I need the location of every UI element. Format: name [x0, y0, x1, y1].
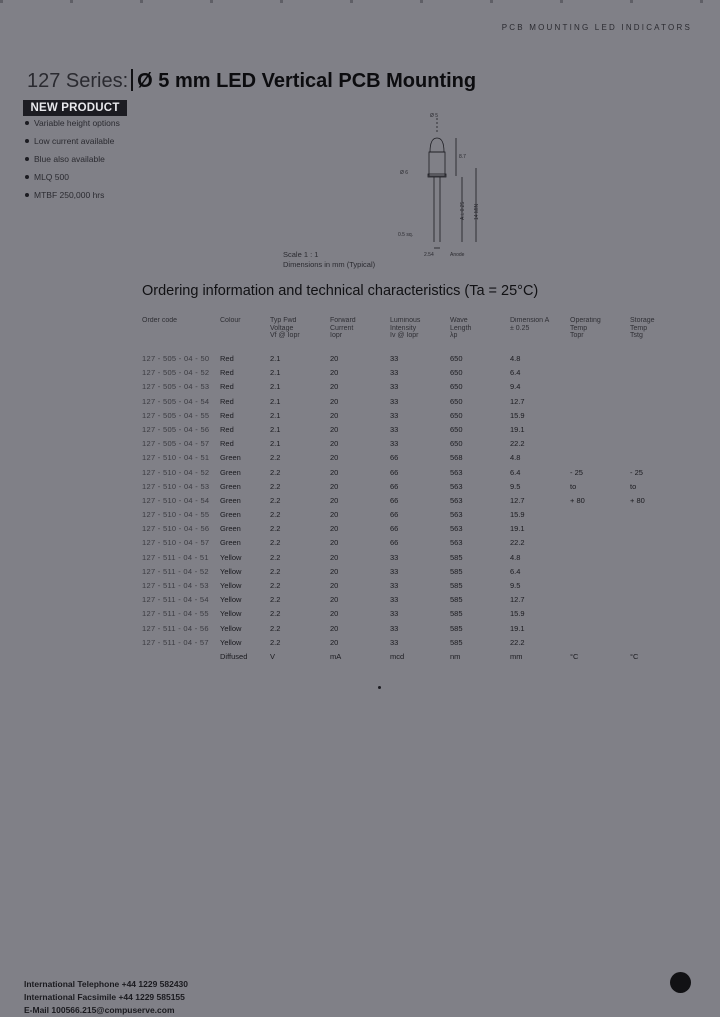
cell-tstg	[630, 382, 672, 396]
cell-topr	[570, 425, 630, 439]
cell-topr	[570, 581, 630, 595]
logo-mark	[670, 972, 691, 993]
feature-item: Blue also available	[24, 154, 154, 165]
cell-code: 127 - 510 - 04 - 54	[142, 495, 210, 505]
cell-iv: 33	[390, 552, 399, 562]
unit-colour: Diffused	[220, 651, 248, 661]
cell-if: 20	[330, 453, 339, 463]
cell-code: 127 - 511 - 04 - 52	[142, 566, 209, 576]
cell-topr	[570, 397, 630, 411]
cell-wl: 563	[450, 510, 463, 520]
cell-if: 20	[330, 481, 339, 491]
cell-tstg	[630, 638, 672, 652]
cell-dim: 4.8	[510, 552, 521, 562]
cell-code: 127 - 505 - 04 - 53	[142, 382, 210, 392]
cell-iv: 33	[390, 637, 399, 647]
cell-code: 127 - 505 - 04 - 50	[142, 354, 210, 363]
cell-wl: 563	[450, 524, 463, 534]
cell-code: 127 - 511 - 04 - 54	[142, 595, 209, 605]
cell-vf: 2.2	[270, 595, 281, 605]
column-header-line: Colour	[220, 317, 241, 324]
cell-if: 20	[330, 623, 339, 633]
cell-code: 127 - 510 - 04 - 57	[142, 538, 210, 548]
cell-tstg	[630, 453, 672, 467]
table-row	[142, 453, 672, 467]
table-row	[142, 510, 672, 524]
table-row	[142, 397, 672, 411]
dimensions-note: Dimensions in mm (Typical)	[283, 260, 376, 269]
table-row	[142, 624, 672, 638]
cell-if: 20	[330, 467, 339, 477]
column-header-line: Typ Fwd	[270, 317, 297, 324]
cell-vf: 2.2	[270, 481, 281, 491]
cell-colour: Yellow	[220, 566, 242, 576]
cell-tstg	[630, 609, 672, 623]
cell-colour: Red	[220, 368, 234, 378]
cell-code: 127 - 510 - 04 - 56	[142, 524, 210, 534]
cell-dim: 19.1	[510, 424, 525, 434]
cell-dim: 12.7	[510, 396, 525, 406]
table-row	[142, 496, 672, 510]
label-body: Ø 6	[400, 170, 409, 176]
cell-wl: 650	[450, 424, 463, 434]
feature-item: Low current available	[24, 136, 154, 147]
column-header-code	[142, 317, 220, 354]
table-row	[142, 439, 672, 453]
cell-tstg: + 80	[630, 495, 645, 505]
column-header-line: Tstg	[630, 332, 643, 339]
column-header-line: Voltage	[270, 324, 294, 332]
cell-topr: - 25	[570, 467, 583, 477]
table-row	[142, 538, 672, 552]
cell-vf: 2.1	[270, 396, 281, 406]
cell-iv: 66	[390, 510, 399, 520]
cell-topr	[570, 453, 630, 467]
cell-code: 127 - 511 - 04 - 53	[142, 581, 209, 590]
cell-vf: 2.2	[270, 552, 281, 562]
cell-dim: 4.8	[510, 354, 521, 363]
cell-colour: Yellow	[220, 595, 242, 605]
cell-colour: Red	[220, 354, 234, 363]
cell-tstg	[630, 439, 672, 453]
cell-iv: 33	[390, 439, 399, 449]
cell-tstg	[630, 581, 672, 595]
unit-vf: V	[270, 651, 276, 661]
cell-vf: 2.2	[270, 566, 281, 576]
cell-dim: 15.9	[510, 410, 525, 420]
label-min: 14 MIN	[474, 203, 480, 220]
feature-item: MTBF 250,000 hrs	[24, 190, 154, 201]
telephone-line: International Telephone +44 1229 582430	[24, 979, 189, 989]
cell-topr	[570, 439, 630, 453]
cell-wl: 568	[450, 453, 463, 463]
column-header-line: λp	[450, 332, 458, 339]
column-header-line: Length	[450, 324, 472, 332]
cell-vf: 2.2	[270, 637, 281, 647]
cell-topr	[570, 510, 630, 524]
cell-dim: 15.9	[510, 510, 525, 520]
cell-wl: 585	[450, 637, 463, 647]
cell-wl: 650	[450, 354, 463, 363]
cell-topr	[570, 354, 630, 368]
cell-tstg	[630, 567, 672, 581]
column-header-line: Current	[330, 324, 354, 332]
cell-wl: 650	[450, 410, 463, 420]
ordering-title: Ordering information and technical characteristics (Ta = 25°C)	[142, 283, 539, 299]
cell-colour: Red	[220, 439, 234, 449]
table-row	[142, 553, 672, 567]
label-anode: Anode	[450, 252, 465, 258]
contact-block	[24, 978, 188, 1017]
unit-code	[142, 652, 220, 666]
column-header-line: Order code	[142, 317, 178, 324]
table-row	[142, 567, 672, 581]
cell-vf: 2.2	[270, 538, 281, 548]
product-title: Ø 5 mm LED Vertical PCB Mounting	[137, 70, 477, 92]
cell-if: 20	[330, 566, 339, 576]
cell-wl: 650	[450, 396, 463, 406]
table-row	[142, 468, 672, 482]
cell-topr: to	[570, 481, 577, 491]
cell-colour: Red	[220, 424, 234, 434]
cell-topr	[570, 524, 630, 538]
cell-code: 127 - 511 - 04 - 57	[142, 637, 209, 647]
cell-colour: Yellow	[220, 552, 242, 562]
cell-topr	[570, 538, 630, 552]
cell-if: 20	[330, 524, 339, 534]
table-row	[142, 581, 672, 595]
cell-colour: Red	[220, 396, 234, 406]
cell-iv: 33	[390, 581, 399, 590]
unit-dim: mm	[510, 651, 523, 661]
cell-tstg	[630, 397, 672, 411]
cell-tstg	[630, 524, 672, 538]
cell-iv: 33	[390, 382, 399, 392]
column-header-vf	[270, 317, 330, 354]
cell-tstg	[630, 411, 672, 425]
feature-item: MLQ 500	[24, 172, 154, 183]
column-header-iv	[390, 317, 450, 354]
unit-if: mA	[330, 651, 342, 661]
column-header-line: Temp	[630, 324, 648, 332]
cell-dim: 15.9	[510, 609, 525, 619]
cell-topr	[570, 638, 630, 652]
cell-vf: 2.1	[270, 354, 281, 363]
cell-topr	[570, 595, 630, 609]
table-row	[142, 638, 672, 652]
table-row	[142, 382, 672, 396]
cell-topr	[570, 567, 630, 581]
led-dome	[430, 138, 444, 152]
cell-vf: 2.1	[270, 424, 281, 434]
cell-if: 20	[330, 410, 339, 420]
cell-dim: 12.7	[510, 595, 525, 605]
cell-tstg	[630, 595, 672, 609]
cell-topr	[570, 382, 630, 396]
cell-dim: 22.2	[510, 637, 525, 647]
cell-code: 127 - 511 - 04 - 55	[142, 609, 209, 619]
column-header-line: Luminous	[390, 317, 421, 324]
cell-wl: 585	[450, 581, 463, 590]
cell-code: 127 - 505 - 04 - 56	[142, 424, 210, 434]
cell-if: 20	[330, 595, 339, 605]
cell-iv: 66	[390, 495, 399, 505]
cell-if: 20	[330, 354, 339, 363]
page-title	[27, 68, 476, 94]
cell-topr	[570, 411, 630, 425]
cell-tstg: to	[630, 481, 637, 491]
cell-topr	[570, 624, 630, 638]
cell-colour: Green	[220, 467, 241, 477]
cell-wl: 585	[450, 609, 463, 619]
email-line: E-Mail 100566.215@compuserve.com	[24, 1005, 175, 1015]
cell-topr	[570, 609, 630, 623]
cell-iv: 33	[390, 609, 399, 619]
cell-colour: Green	[220, 510, 241, 520]
cell-code: 127 - 505 - 04 - 54	[142, 396, 210, 406]
unit-tstg: °C	[630, 651, 639, 661]
cell-dim: 22.2	[510, 439, 525, 449]
cell-dim: 22.2	[510, 538, 525, 548]
cell-tstg	[630, 538, 672, 552]
column-header-line: ± 0.25	[510, 324, 530, 332]
cell-code: 127 - 505 - 04 - 57	[142, 439, 210, 449]
cell-code: 127 - 511 - 04 - 56	[142, 623, 209, 633]
cell-wl: 585	[450, 623, 463, 633]
cell-topr: + 80	[570, 495, 585, 505]
cell-code: 127 - 510 - 04 - 51	[142, 453, 210, 463]
cell-dim: 6.4	[510, 467, 521, 477]
cell-colour: Red	[220, 410, 234, 420]
unit-wl: nm	[450, 651, 461, 661]
cell-wl: 563	[450, 538, 463, 548]
stray-dot	[378, 686, 381, 689]
cell-colour: Green	[220, 481, 241, 491]
cell-if: 20	[330, 609, 339, 619]
cell-colour: Green	[220, 453, 241, 463]
cell-if: 20	[330, 439, 339, 449]
cell-iv: 33	[390, 368, 399, 378]
column-header-line: Wave	[450, 317, 468, 324]
led-flange	[428, 174, 446, 177]
cell-iv: 66	[390, 453, 399, 463]
column-header-line: Storage	[630, 317, 655, 324]
label-leads: 0.5 sq.	[398, 232, 414, 238]
led-body	[429, 152, 445, 176]
cell-vf: 2.1	[270, 439, 281, 449]
column-header-dim	[510, 317, 570, 354]
cell-wl: 650	[450, 382, 463, 392]
cell-wl: 585	[450, 595, 463, 605]
column-header-wl	[450, 317, 510, 354]
cell-if: 20	[330, 495, 339, 505]
label-height: 8.7	[459, 154, 466, 160]
cell-if: 20	[330, 424, 339, 434]
cell-wl: 563	[450, 481, 463, 491]
table-row	[142, 482, 672, 496]
cell-if: 20	[330, 382, 339, 392]
cell-dim: 6.4	[510, 368, 521, 378]
cell-iv: 66	[390, 481, 399, 491]
top-rule	[0, 0, 720, 3]
column-header-topr	[570, 317, 630, 354]
cell-tstg	[630, 510, 672, 524]
column-header-line: Dimension A	[510, 317, 550, 324]
table-row	[142, 354, 672, 368]
cell-iv: 33	[390, 566, 399, 576]
cell-tstg	[630, 368, 672, 382]
cell-wl: 585	[450, 566, 463, 576]
table-row	[142, 595, 672, 609]
section-label: PCB MOUNTING LED INDICATORS	[501, 23, 692, 32]
drawing-caption	[283, 250, 375, 270]
cell-iv: 66	[390, 524, 399, 534]
table-row	[142, 368, 672, 382]
cell-dim: 9.5	[510, 581, 521, 590]
cell-dim: 4.8	[510, 453, 521, 463]
table-header-row	[142, 317, 672, 354]
label-top: Ø 5	[430, 113, 439, 119]
cell-tstg	[630, 354, 672, 368]
cell-dim: 9.4	[510, 382, 521, 392]
cell-if: 20	[330, 581, 339, 590]
cell-if: 20	[330, 538, 339, 548]
series-label: 127 Series:	[27, 70, 129, 92]
title-divider	[131, 69, 133, 91]
cell-iv: 33	[390, 410, 399, 420]
cell-if: 20	[330, 396, 339, 406]
column-header-line: Iv @ Iopr	[390, 332, 419, 339]
cell-vf: 2.2	[270, 453, 281, 463]
cell-code: 127 - 511 - 04 - 51	[142, 552, 209, 562]
ordering-table	[142, 317, 672, 666]
cell-wl: 650	[450, 368, 463, 378]
cell-colour: Yellow	[220, 623, 242, 633]
cell-colour: Green	[220, 495, 241, 505]
cell-iv: 33	[390, 424, 399, 434]
cell-colour: Yellow	[220, 581, 242, 590]
cell-vf: 2.2	[270, 623, 281, 633]
label-pitch: 2.54	[424, 252, 434, 258]
cell-vf: 2.1	[270, 382, 281, 392]
cell-iv: 66	[390, 467, 399, 477]
cell-wl: 585	[450, 552, 463, 562]
cell-colour: Green	[220, 538, 241, 548]
cell-if: 20	[330, 552, 339, 562]
led-dimension-drawing	[380, 108, 500, 258]
cell-wl: 563	[450, 467, 463, 477]
cell-vf: 2.2	[270, 524, 281, 534]
cell-vf: 2.2	[270, 495, 281, 505]
cell-iv: 66	[390, 538, 399, 548]
cell-if: 20	[330, 510, 339, 520]
cell-dim: 12.7	[510, 495, 525, 505]
cell-tstg	[630, 624, 672, 638]
cell-if: 20	[330, 368, 339, 378]
new-product-badge: NEW PRODUCT	[23, 100, 127, 116]
cell-code: 127 - 510 - 04 - 53	[142, 481, 210, 491]
cell-iv: 33	[390, 595, 399, 605]
units-row	[142, 652, 672, 666]
cell-iv: 33	[390, 396, 399, 406]
column-header-colour	[220, 317, 270, 354]
cell-dim: 19.1	[510, 524, 525, 534]
column-header-if	[330, 317, 390, 354]
cell-vf: 2.2	[270, 510, 281, 520]
cell-tstg	[630, 425, 672, 439]
cell-code: 127 - 505 - 04 - 55	[142, 410, 210, 420]
cell-colour: Yellow	[220, 637, 242, 647]
table-row	[142, 425, 672, 439]
table-row	[142, 411, 672, 425]
cell-code: 127 - 505 - 04 - 52	[142, 368, 210, 378]
cell-code: 127 - 510 - 04 - 52	[142, 467, 210, 477]
unit-iv: mcd	[390, 651, 405, 661]
cell-wl: 650	[450, 439, 463, 449]
cell-dim: 6.4	[510, 566, 521, 576]
feature-list	[24, 118, 154, 208]
cell-dim: 19.1	[510, 623, 525, 633]
cell-dim: 9.5	[510, 481, 521, 491]
cell-vf: 2.1	[270, 368, 281, 378]
cell-topr	[570, 553, 630, 567]
cell-vf: 2.2	[270, 581, 281, 590]
cell-if: 20	[330, 637, 339, 647]
cell-tstg: - 25	[630, 467, 643, 477]
cell-tstg	[630, 553, 672, 567]
column-header-line: Operating	[570, 317, 601, 324]
column-header-line: Iopr	[330, 332, 343, 339]
column-header-line: Intensity	[390, 324, 417, 332]
feature-item: Variable height options	[24, 118, 154, 129]
cell-iv: 33	[390, 354, 399, 363]
cell-iv: 33	[390, 623, 399, 633]
table-row	[142, 524, 672, 538]
facsimile-line: International Facsimile +44 1229 585155	[24, 992, 185, 1002]
label-a: A ± 0.25	[460, 201, 466, 220]
column-header-line: Topr	[570, 332, 584, 339]
cell-vf: 2.2	[270, 467, 281, 477]
cell-colour: Green	[220, 524, 241, 534]
cell-vf: 2.2	[270, 609, 281, 619]
cell-colour: Yellow	[220, 609, 242, 619]
cell-topr	[570, 368, 630, 382]
cell-wl: 563	[450, 495, 463, 505]
cell-vf: 2.1	[270, 410, 281, 420]
column-header-line: Temp	[570, 324, 588, 332]
unit-topr: °C	[570, 651, 579, 661]
column-header-tstg	[630, 317, 672, 354]
column-header-line: Forward	[330, 317, 356, 324]
cell-code: 127 - 510 - 04 - 55	[142, 510, 210, 520]
scale-note: Scale 1 : 1	[283, 250, 319, 259]
table-row	[142, 609, 672, 623]
column-header-line: Vf @ Iopr	[270, 332, 300, 339]
cell-colour: Red	[220, 382, 234, 392]
